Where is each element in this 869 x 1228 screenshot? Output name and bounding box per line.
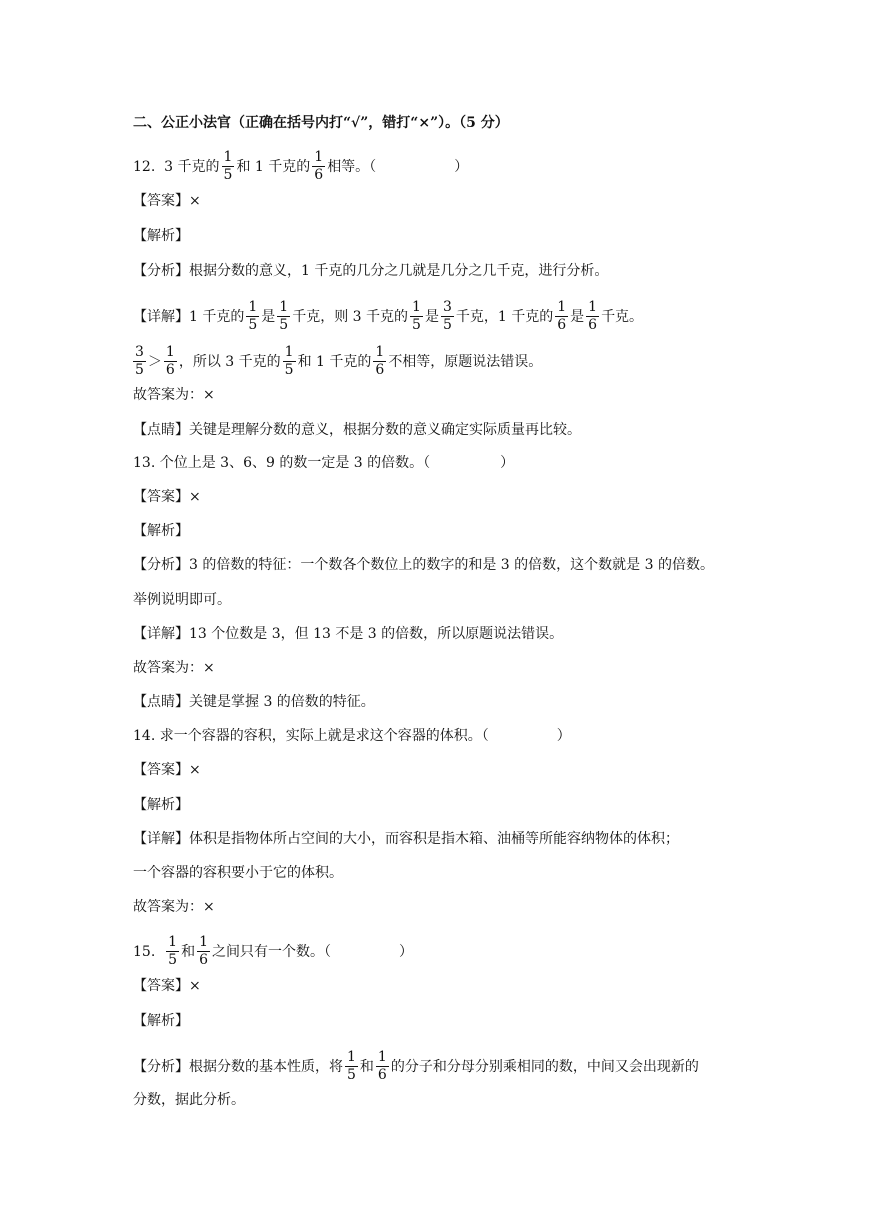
- denominator: 5: [279, 317, 289, 333]
- analysis-heading: 【解析】: [133, 797, 189, 813]
- stem-text: 3 千克的: [164, 158, 220, 175]
- numerator: 1: [165, 344, 175, 360]
- fraction: [555, 300, 568, 333]
- analysis-line: 【分析】根据分数的意义，1 千克的几分之几就是几分之几千克，进行分析。: [133, 263, 609, 279]
- key-point-line: 【点睛】关键是理解分数的意义，根据分数的意义确定实际质量再比较。: [133, 422, 581, 438]
- fraction: [164, 345, 177, 378]
- fraction: [197, 935, 210, 968]
- analysis-line: 分数，据此分析。: [133, 1092, 245, 1108]
- numerator: 1: [284, 344, 294, 360]
- key-point-line: 【点睛】关键是掌握 3 的倍数的特征。: [133, 694, 375, 710]
- fraction: [277, 300, 290, 333]
- analysis-heading: 【解析】: [133, 523, 189, 539]
- detail-text: 不相等，原题说法错误。: [388, 353, 543, 370]
- numerator: 1: [412, 299, 421, 315]
- numerator: 1: [248, 299, 258, 315]
- stem-text: 14. 求一个容器的容积，实际上就是求这个容器的体积。（: [133, 728, 489, 744]
- detail-text: 和 1 千克的: [297, 353, 372, 370]
- question-number: 12.: [133, 158, 156, 175]
- denominator: 6: [588, 317, 598, 333]
- numerator: 1: [347, 1049, 356, 1065]
- question-15-stem: [133, 935, 413, 968]
- fraction: [373, 345, 386, 378]
- denominator: 5: [347, 1067, 356, 1083]
- detail-text: 是: [570, 308, 585, 325]
- stem-text: ）: [556, 728, 571, 744]
- denominator: 6: [314, 167, 324, 183]
- stem-text: 和: [181, 943, 196, 960]
- stem-text: ）: [454, 158, 469, 175]
- analysis-text: 的分子和分母分别乘相同的数，中间又会出现新的: [390, 1058, 699, 1075]
- answer-line: 【答案】×: [133, 193, 201, 209]
- denominator: 6: [375, 362, 385, 378]
- detail-line: 【详解】体积是指物体所占空间的大小，而容积是指木箱、油桶等所能容纳物体的体积；: [133, 831, 679, 847]
- denominator: 5: [284, 362, 294, 378]
- fraction: [312, 150, 325, 183]
- denominator: 5: [442, 317, 452, 333]
- question-14-stem: [133, 726, 571, 746]
- fraction: [410, 300, 423, 333]
- fraction: [376, 1050, 389, 1083]
- denominator: 6: [165, 362, 175, 378]
- stem-text: ）: [399, 943, 414, 960]
- fraction: [441, 300, 454, 333]
- detail-line: [133, 300, 643, 333]
- detail-text: 千克，1 千克的: [455, 308, 554, 325]
- fraction: [246, 300, 259, 333]
- stem-text: 13. 个位上是 3、6、9 的数一定是 3 的倍数。（: [133, 455, 431, 471]
- detail-text: 是: [424, 308, 439, 325]
- detail-text: ，所以 3 千克的: [178, 353, 281, 370]
- answer-line: 【答案】×: [133, 978, 201, 994]
- detail-text: 【详解】1 千克的: [133, 308, 245, 325]
- denominator: 6: [557, 317, 567, 333]
- numerator: 1: [375, 344, 385, 360]
- detail-line: [131, 345, 542, 378]
- numerator: 1: [199, 934, 209, 950]
- analysis-text: 和: [359, 1058, 374, 1075]
- conclusion-line: 故答案为：×: [133, 660, 215, 676]
- conclusion-line: 故答案为：×: [133, 899, 215, 915]
- denominator: 5: [223, 167, 233, 183]
- numerator: 1: [223, 149, 233, 165]
- denominator: 6: [199, 952, 209, 968]
- analysis-text: 【分析】根据分数的基本性质，将: [133, 1058, 343, 1075]
- question-12-stem: [133, 150, 468, 183]
- detail-text: 千克。: [601, 308, 644, 325]
- denominator: 6: [377, 1067, 387, 1083]
- analysis-heading: 【解析】: [133, 228, 189, 244]
- numerator: 1: [168, 934, 178, 950]
- stem-text: 相等。（: [327, 158, 377, 175]
- numerator: 1: [377, 1049, 387, 1065]
- greater-than-sign: ＞: [147, 353, 162, 370]
- analysis-line: 【分析】3 的倍数的特征：一个数各个数位上的数字的和是 3 的倍数，这个数就是 3 的倍数。: [133, 557, 714, 573]
- fraction: [133, 345, 146, 378]
- stem-text: 和 1 千克的: [236, 158, 311, 175]
- detail-text: 千克，则 3 千克的: [292, 308, 409, 325]
- stem-text: 之间只有一个数。（: [212, 943, 332, 960]
- fraction: [222, 150, 235, 183]
- detail-line: 【详解】13 个位数是 3，但 13 不是 3 的倍数，所以原题说法错误。: [133, 626, 564, 642]
- question-number: 15.: [133, 943, 156, 960]
- denominator: 5: [248, 317, 258, 333]
- numerator: 3: [135, 344, 144, 360]
- denominator: 5: [412, 317, 421, 333]
- detail-text: 是: [261, 308, 276, 325]
- stem-text: ）: [500, 455, 515, 471]
- numerator: 1: [279, 299, 289, 315]
- numerator: 1: [314, 149, 324, 165]
- analysis-heading: 【解析】: [133, 1013, 189, 1029]
- denominator: 5: [135, 362, 144, 378]
- fraction: [283, 345, 296, 378]
- answer-line: 【答案】×: [133, 489, 201, 505]
- numerator: 1: [557, 299, 567, 315]
- conclusion-line: 故答案为：×: [133, 387, 215, 403]
- question-13-stem: [133, 453, 514, 473]
- numerator: 3: [442, 299, 452, 315]
- fraction: [345, 1050, 358, 1083]
- fraction: [586, 300, 599, 333]
- analysis-line: [133, 1050, 699, 1083]
- detail-line: 一个容器的容积要小于它的体积。: [133, 865, 343, 881]
- analysis-line: 举例说明即可。: [133, 592, 231, 608]
- fraction: [166, 935, 179, 968]
- section-heading: 二、公正小法官（正确在括号内打“√”，错打“×”）。（5 分）: [133, 115, 509, 131]
- answer-line: 【答案】×: [133, 762, 201, 778]
- numerator: 1: [588, 299, 598, 315]
- denominator: 5: [168, 952, 178, 968]
